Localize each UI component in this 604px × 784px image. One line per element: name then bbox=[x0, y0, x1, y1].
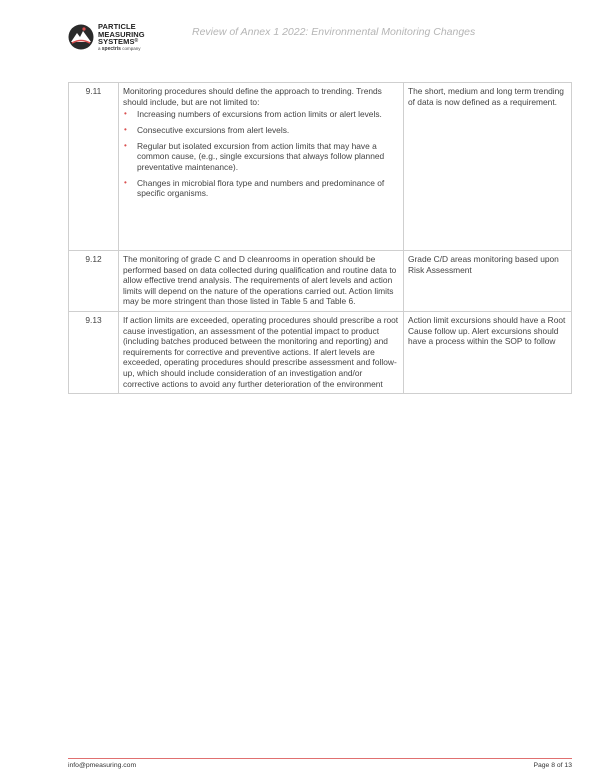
logo-wordmark bbox=[98, 23, 145, 46]
bullet-icon: • bbox=[124, 109, 127, 119]
logo-line1: PARTICLE bbox=[98, 22, 136, 31]
table-row bbox=[69, 251, 572, 312]
table-row bbox=[69, 83, 572, 251]
company-logo bbox=[68, 22, 178, 52]
clause-text: The monitoring of grade C and D cleanrooms in operation should be performed based on data collected during qualification and routine data to allow effective trend analysis. The requirements of alert levels and action limits will depend on the nature of the operations carried out. Action limits may be more stringent than those listed in Table 5 and Table 6. bbox=[119, 251, 404, 312]
logo-line2: MEASURING bbox=[98, 29, 145, 39]
change-comment: The short, medium and long term trending of data is now defined as a requirement. bbox=[404, 83, 572, 251]
logo-subline bbox=[98, 46, 141, 52]
trend-criteria-list bbox=[123, 109, 399, 199]
document-title: Review of Annex 1 2022: Environmental Monitoring Changes bbox=[192, 26, 476, 38]
logo-mark-icon bbox=[68, 24, 94, 50]
table-row bbox=[69, 311, 572, 393]
clause-number: 9.11 bbox=[69, 83, 119, 251]
clause-text: If action limits are exceeded, operating procedures should prescribe a root cause investigation, an assessment of the potential impact to product (including batches produced between the monitoring and reporting) and requirements for corrective and preventive actions. If alert levels are exceeded, operating procedures should prescribe assessment and follow-up, which should include consideration of an investigation and/or corrective actions to avoid any further deterioration of the environment bbox=[119, 311, 404, 393]
list-item: • Regular but isolated excursion from action limits that may have a common cause, (e.g., single excursions that always follow planned preventative maintenance). bbox=[124, 140, 385, 172]
page-number: Page 8 of 13 bbox=[533, 762, 572, 769]
list-item: • Consecutive excursions from alert levels. bbox=[124, 124, 290, 135]
change-comment: Action limit excursions should have a Root Cause follow up. Alert excursions should have a process within the SOP to follow bbox=[404, 311, 572, 393]
clause-number: 9.12 bbox=[69, 251, 119, 312]
bullet-icon: • bbox=[124, 177, 127, 187]
bullet-icon: • bbox=[124, 124, 127, 134]
logo-registered: ® bbox=[134, 38, 139, 45]
logo-sub-prefix: a bbox=[98, 46, 101, 51]
change-comment: Grade C/D areas monitoring based upon Risk Assessment bbox=[404, 251, 572, 312]
clause-number: 9.13 bbox=[69, 311, 119, 393]
footer-email-link[interactable]: info@pmeasuring.com bbox=[68, 762, 137, 769]
annex-review-table bbox=[68, 82, 572, 394]
footer-divider bbox=[68, 758, 572, 759]
logo-line3: SYSTEMS® bbox=[98, 37, 139, 47]
bullet-icon: • bbox=[124, 140, 127, 150]
logo-sub-suffix: company bbox=[122, 46, 141, 51]
clause-text: Monitoring procedures should define the approach to trending. Trends should include, but are not limited to: bbox=[123, 86, 382, 107]
list-item: • Increasing numbers of excursions from action limits or alert levels. bbox=[124, 109, 382, 120]
logo-sub-brand: spectris bbox=[101, 46, 121, 52]
list-item: • Changes in microbial flora type and numbers and predominance of specific organisms. bbox=[124, 177, 385, 199]
clause-text-cell bbox=[119, 83, 404, 251]
